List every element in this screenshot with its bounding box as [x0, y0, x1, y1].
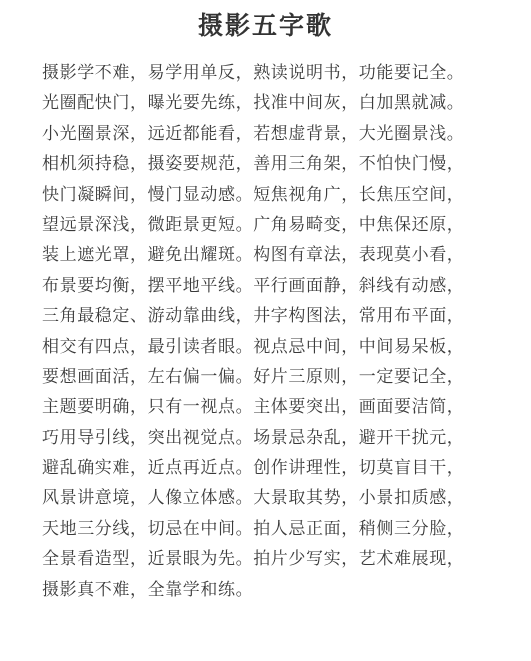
- poem-line: 避乱确实难，近点再近点。创作讲理性，切莫盲目干，: [42, 458, 465, 479]
- poem-line: 快门凝瞬间，慢门显动感。短焦视角广，长焦压空间，: [42, 184, 465, 205]
- poem-line: 摄影真不难，全靠学和练。: [42, 579, 254, 600]
- poem-line: 装上遮光罩，避免出耀斑。构图有章法，表现莫小看，: [42, 245, 465, 266]
- poem-line: 相交有四点，最引读者眼。视点忌中间，中间易呆板，: [42, 336, 465, 357]
- poem-line: 光圈配快门，曝光要先练，找准中间灰，白加黑就减。: [42, 93, 465, 114]
- poem-line: 望远景深浅，微距景更短。广角易畸变，中焦保还原，: [42, 214, 465, 235]
- poem-line: 布景要均衡，摆平地平线。平行画面静，斜线有动感，: [42, 275, 465, 296]
- poem-line: 巧用导引线，突出视觉点。场景忌杂乱，避开干扰元，: [42, 427, 465, 448]
- poem-line: 天地三分线，切忌在中间。拍人忌正面，稍侧三分脸，: [42, 518, 465, 539]
- poem-body: [42, 58, 531, 605]
- poem-line: 相机须持稳，摄姿要规范，善用三角架，不怕快门慢，: [42, 154, 465, 175]
- poem-line: 主题要明确，只有一视点。主体要突出，画面要洁简，: [42, 397, 465, 418]
- poem-line: 风景讲意境，人像立体感。大景取其势，小景扣质感，: [42, 488, 465, 509]
- poem-line: 要想画面活，左右偏一偏。好片三原则，一定要记全，: [42, 366, 465, 387]
- poem-line: 三角最稳定、游动靠曲线，井字构图法，常用布平面，: [42, 306, 465, 327]
- poem-title: 摄影五字歌: [197, 11, 333, 40]
- poem-line: 全景看造型，近景眼为先。拍片少写实，艺术难展现，: [42, 549, 465, 570]
- poem-line: 小光圈景深，远近都能看，若想虚背景，大光圈景浅。: [42, 123, 465, 144]
- poem-line: 摄影学不难，易学用单反，熟读说明书，功能要记全。: [42, 63, 465, 83]
